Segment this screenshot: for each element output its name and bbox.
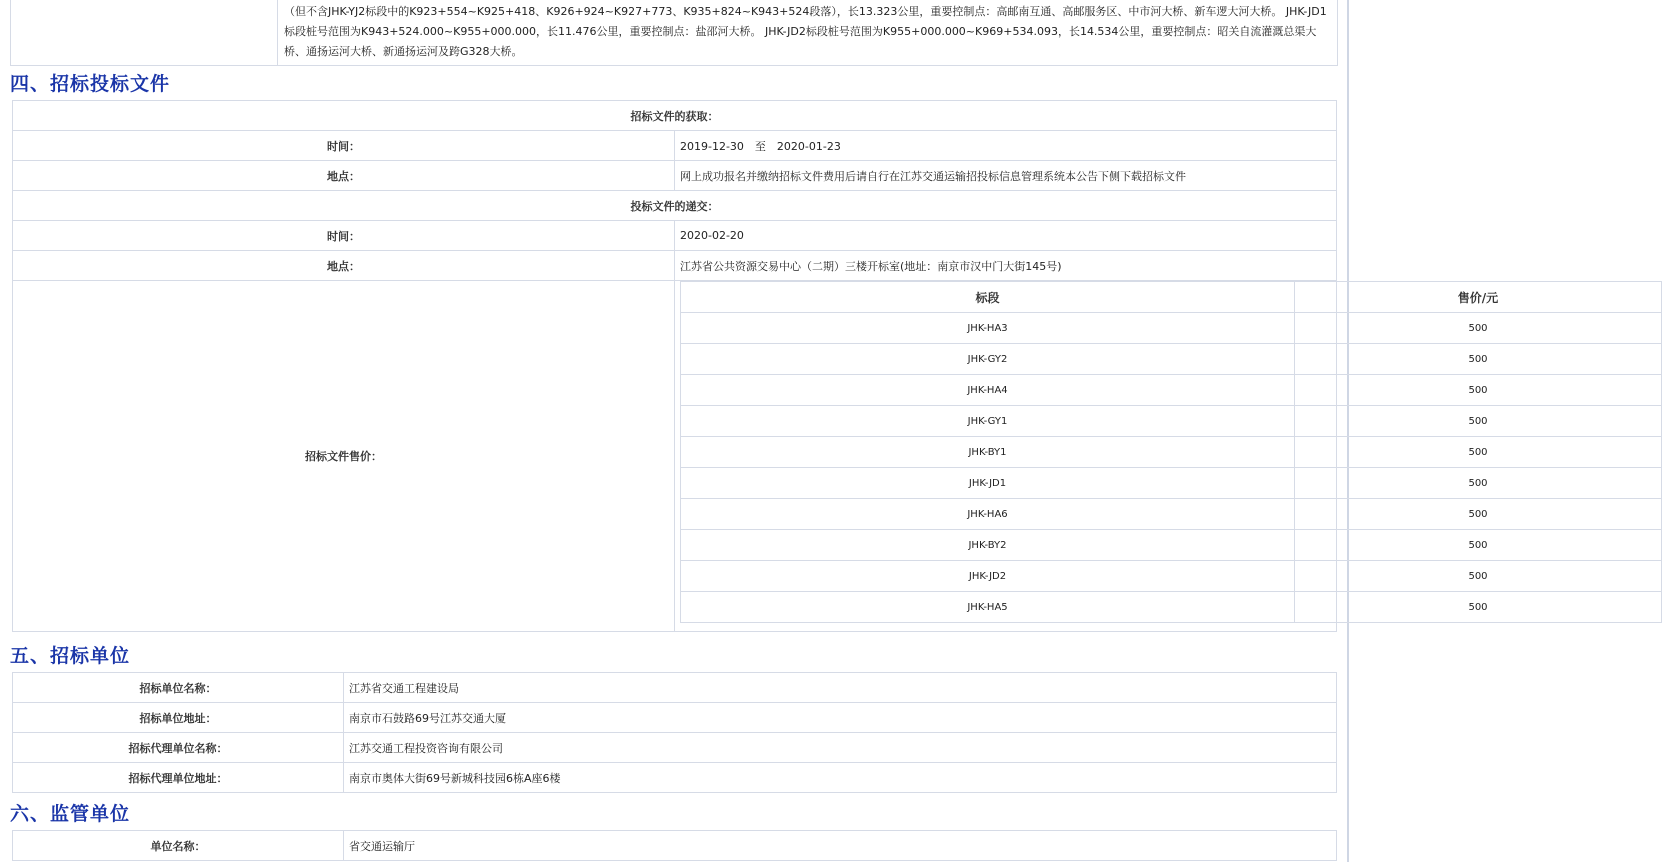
- route-description-text: （但不含JHK-YJ2标段中的K923+554~K925+418、K926+924~K927+773、K935+824~K943+524段落），长13.323公里，重要控制点：高邮南互通、高邮服务区、中市河大桥、新车逻大河大桥。 JHK-JD1标段桩号范围为K943+524.000~K955+000.000，长11.476公里，重要控制点：盐邵河大桥。 JHK-JD2标段桩号范围为K955+000.000~K969+534.093，长14.534公里，重要控制点：昭关自流灌溉总渠大桥、通扬运河大桥、新通扬运河及跨G328大桥。: [284, 5, 1327, 58]
- bid-documents-table: [12, 100, 1499, 632]
- price-table-row: [681, 375, 1662, 406]
- supervisor-name-value: 省交通运输厅: [344, 831, 1337, 861]
- price-cell: 500: [1295, 592, 1662, 623]
- price-table-row: [681, 499, 1662, 530]
- agent-name-value: 江苏交通工程投资咨询有限公司: [344, 733, 1337, 763]
- segment-cell: JHK-HA5: [681, 592, 1295, 623]
- tenderer-name-value: 江苏省交通工程建设局: [344, 673, 1337, 703]
- price-cell: 500: [1295, 530, 1662, 561]
- price-table-row: [681, 592, 1662, 623]
- price-table-row: [681, 468, 1662, 499]
- segment-cell: JHK-GY2: [681, 344, 1295, 375]
- segment-cell: JHK-GY1: [681, 406, 1295, 437]
- price-table-header-segment: 标段: [681, 282, 1295, 313]
- supervisor-table: [12, 830, 1337, 861]
- segment-cell: JHK-HA4: [681, 375, 1295, 406]
- agent-address-value: 南京市奥体大街69号新城科技园6栋A座6楼: [344, 763, 1337, 793]
- price-table-row: [681, 437, 1662, 468]
- price-cell: 500: [1295, 375, 1662, 406]
- price-table: [680, 281, 1662, 623]
- price-cell: 500: [1295, 437, 1662, 468]
- price-table-header-price: 售价/元: [1295, 282, 1662, 313]
- agent-address-label: 招标代理单位地址：: [13, 763, 344, 793]
- segment-cell: JHK-HA6: [681, 499, 1295, 530]
- tenderer-name-label: 招标单位名称：: [13, 673, 344, 703]
- tenderer-table: [12, 672, 1337, 793]
- submit-time-value: 2020-02-20: [675, 221, 1337, 251]
- segment-cell: JHK-JD1: [681, 468, 1295, 499]
- route-description-block: [10, 0, 1338, 66]
- agent-name-label: 招标代理单位名称：: [13, 733, 344, 763]
- submit-header: 投标文件的递交：: [13, 191, 1337, 221]
- price-cell: 500: [1295, 313, 1662, 344]
- price-table-row: [681, 313, 1662, 344]
- segment-cell: JHK-JD2: [681, 561, 1295, 592]
- section-6-title: 六、监管单位: [10, 803, 131, 825]
- route-description-label-cell: [11, 0, 278, 65]
- submit-place-value: 江苏省公共资源交易中心（二期）三楼开标室(地址：南京市汉中门大街145号): [675, 251, 1337, 281]
- price-table-cell: [675, 281, 1499, 632]
- segment-cell: JHK-BY2: [681, 530, 1295, 561]
- price-table-row: [681, 406, 1662, 437]
- obtain-place-value: 网上成功报名并缴纳招标文件费用后请自行在江苏交通运输招投标信息管理系统本公告下侧下载招标文件: [675, 161, 1337, 191]
- obtain-time-label: 时间：: [13, 131, 675, 161]
- section-5-title: 五、招标单位: [10, 645, 131, 667]
- price-table-row: [681, 344, 1662, 375]
- price-table-row: [681, 561, 1662, 592]
- obtain-header: 招标文件的获取：: [13, 101, 1337, 131]
- price-cell: 500: [1295, 406, 1662, 437]
- segment-cell: JHK-HA3: [681, 313, 1295, 344]
- segment-cell: JHK-BY1: [681, 437, 1295, 468]
- submit-time-label: 时间：: [13, 221, 675, 251]
- section-4-title: 四、招标投标文件: [10, 73, 171, 95]
- submit-place-label: 地点：: [13, 251, 675, 281]
- price-cell: 500: [1295, 561, 1662, 592]
- price-cell: 500: [1295, 499, 1662, 530]
- price-cell: 500: [1295, 344, 1662, 375]
- tenderer-address-label: 招标单位地址：: [13, 703, 344, 733]
- supervisor-name-label: 单位名称：: [13, 831, 344, 861]
- tenderer-address-value: 南京市石鼓路69号江苏交通大厦: [344, 703, 1337, 733]
- obtain-place-label: 地点：: [13, 161, 675, 191]
- price-label: 招标文件售价：: [13, 281, 675, 632]
- price-table-row: [681, 530, 1662, 561]
- obtain-time-value: 2019-12-30 至 2020-01-23: [675, 131, 1337, 161]
- price-cell: 500: [1295, 468, 1662, 499]
